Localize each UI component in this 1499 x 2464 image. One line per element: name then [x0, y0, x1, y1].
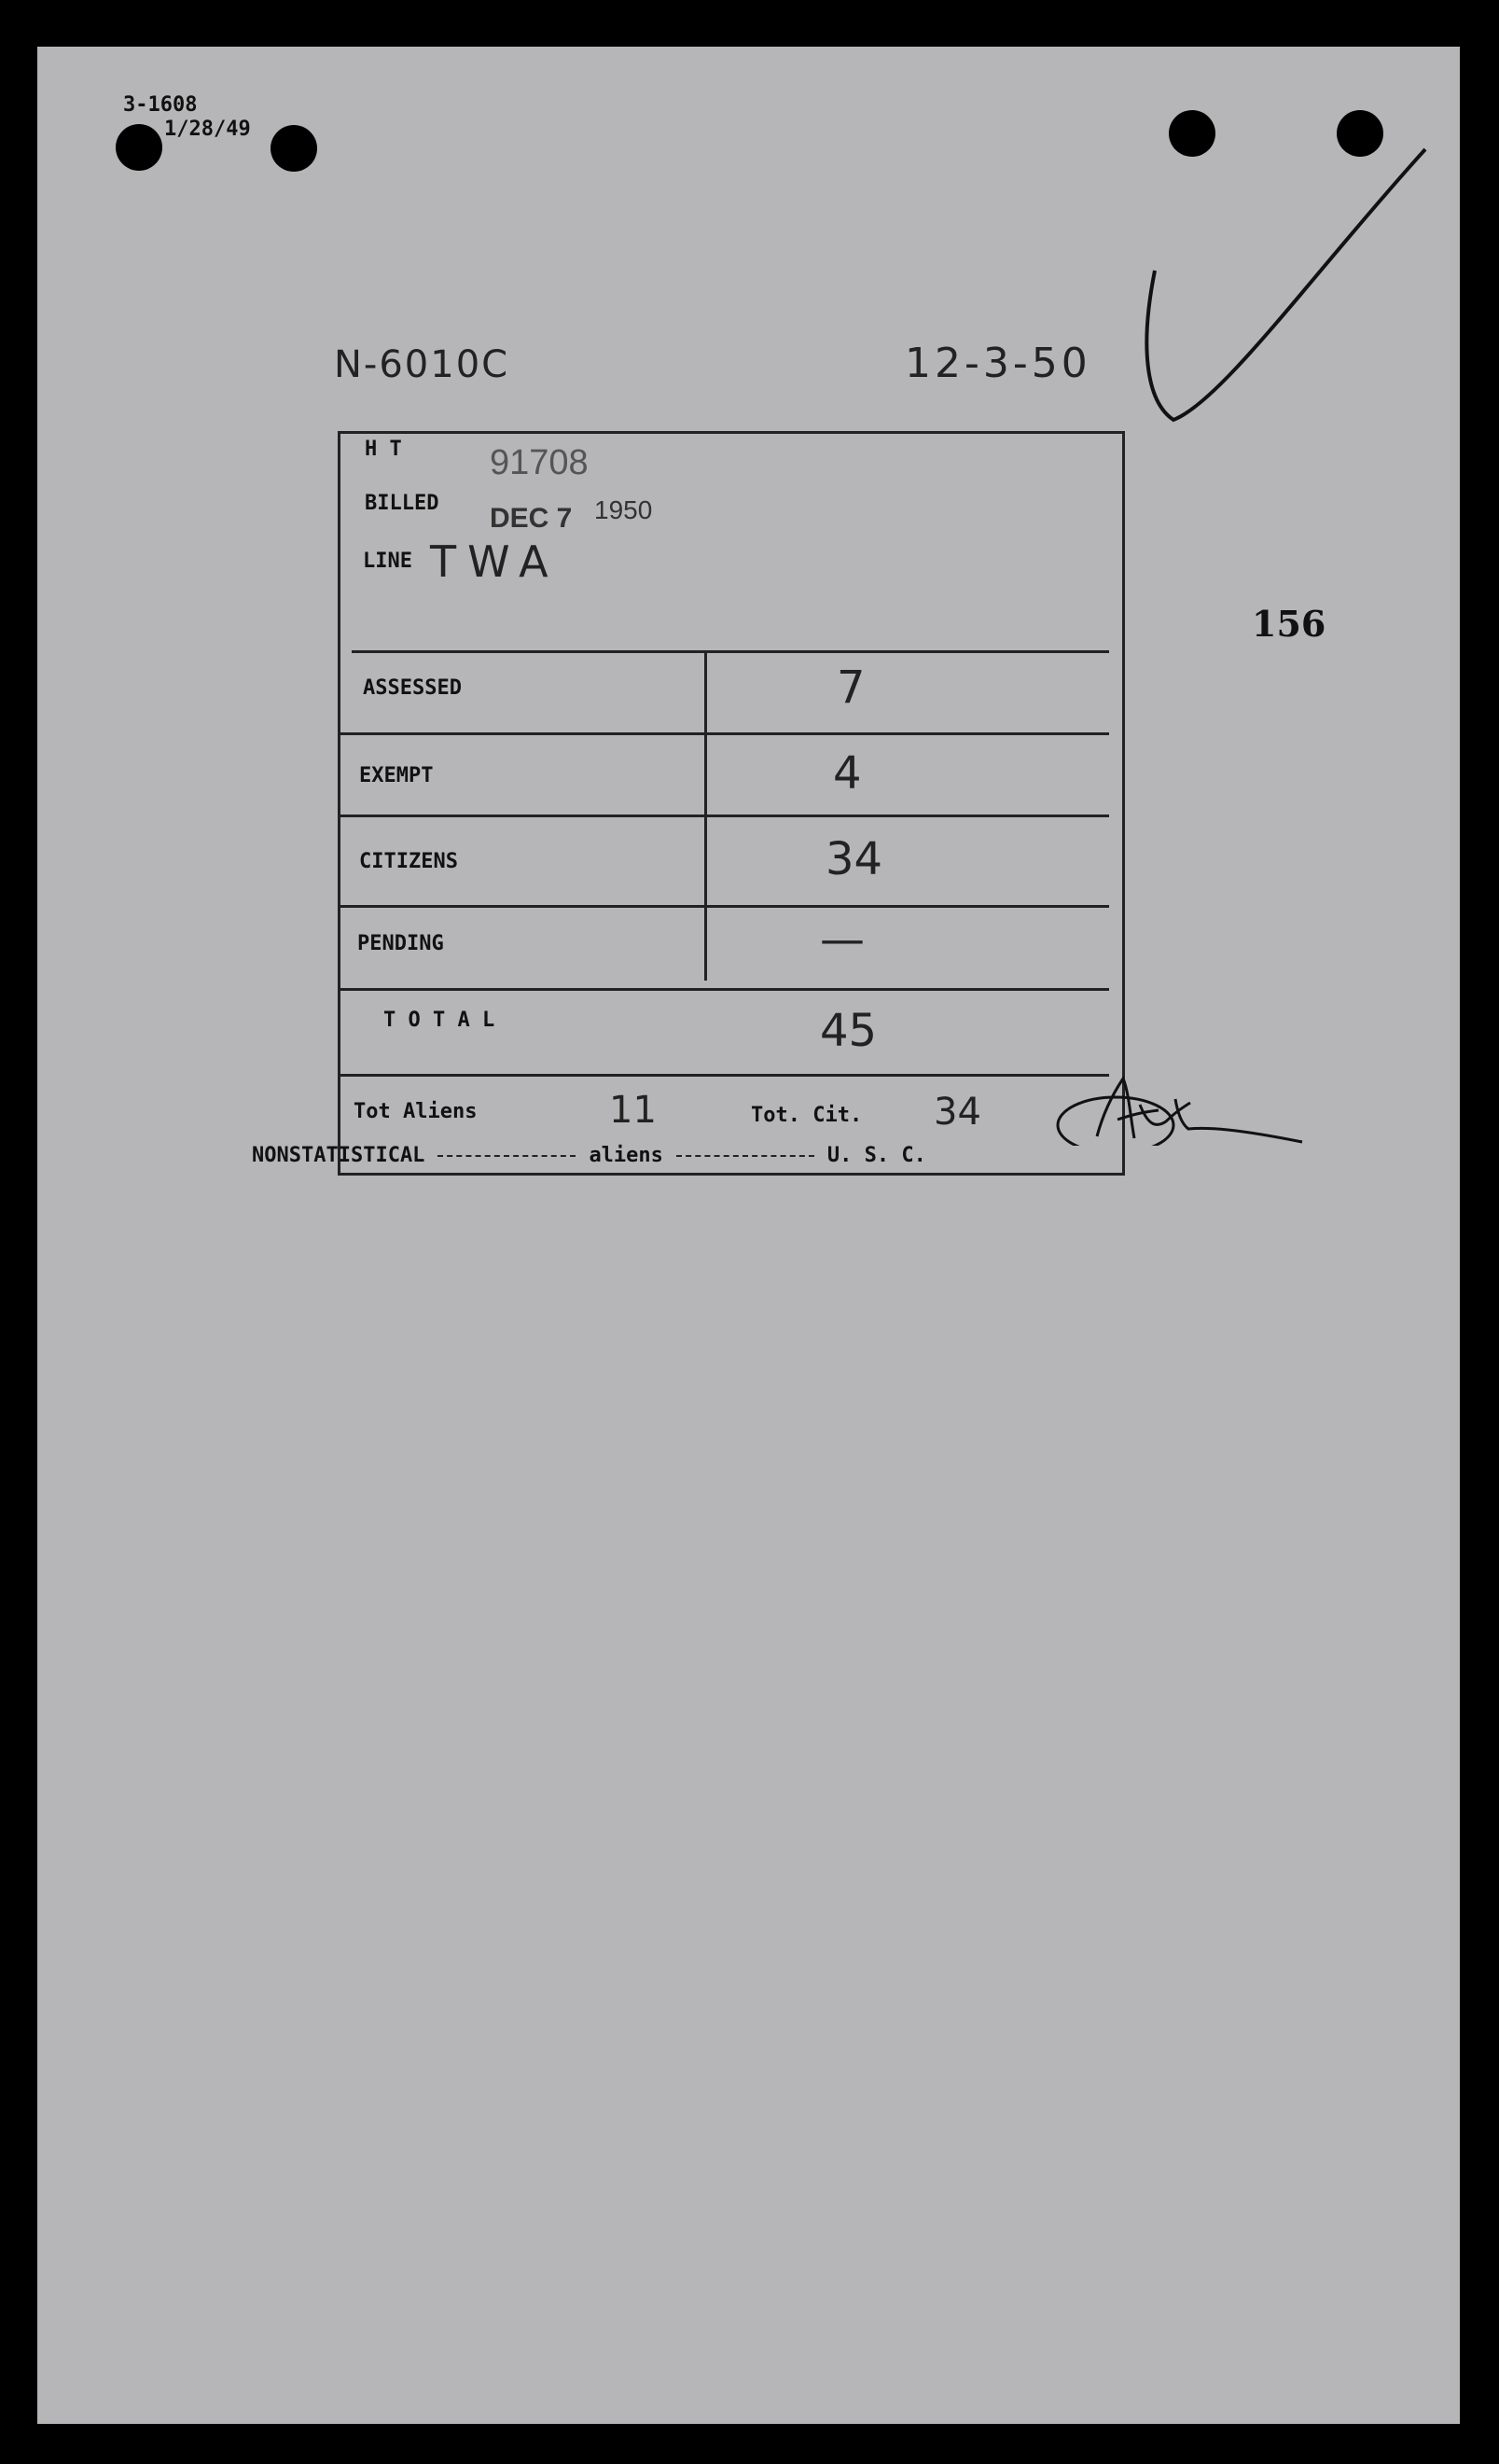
- tot-cit-value: 34: [934, 1091, 981, 1134]
- initials-signature: [1050, 1034, 1312, 1146]
- ht-label: H T: [365, 438, 402, 461]
- line-value: TWA: [430, 536, 560, 587]
- tot-aliens-value: 11: [609, 1089, 657, 1132]
- billed-year-stamp: 1950: [594, 495, 653, 524]
- nonstat-aliens-blank: [437, 1155, 576, 1157]
- divider: [340, 732, 1109, 735]
- tot-aliens-label: Tot Aliens: [354, 1100, 478, 1123]
- punch-hole: [116, 124, 162, 171]
- divider: [340, 988, 1109, 991]
- document-page: [37, 47, 1460, 2424]
- nonstat-aliens-label: aliens: [589, 1144, 663, 1167]
- tot-cit-label: Tot. Cit.: [751, 1104, 863, 1127]
- assessed-value: 7: [837, 661, 866, 714]
- check-mark-icon: [1138, 121, 1437, 513]
- citizens-label: CITIZENS: [359, 850, 458, 873]
- nonstat-usc-label: U. S. C.: [826, 1144, 926, 1167]
- divider: [340, 1074, 1109, 1077]
- total-label: T O T A L: [383, 1009, 495, 1032]
- nonstatistical-line: [252, 1144, 926, 1167]
- exempt-value: 4: [833, 747, 862, 800]
- exempt-label: EXEMPT: [359, 764, 434, 787]
- nonstat-label: NONSTATISTICAL: [252, 1144, 425, 1167]
- nonstat-usc-blank: [676, 1155, 814, 1157]
- line-label: LINE: [363, 550, 412, 573]
- statistics-form: [338, 431, 1125, 1176]
- divider: [352, 650, 1109, 653]
- form-code: 3-1608: [123, 93, 198, 117]
- billed-date-stamp: DEC 7: [490, 503, 573, 534]
- form-revision: 1/28/49: [164, 118, 251, 141]
- ht-value: 91708: [490, 443, 589, 482]
- handwritten-date: 12-3-50: [905, 340, 1091, 387]
- divider: [340, 905, 1109, 908]
- punch-hole: [271, 125, 317, 172]
- flight-number: N-6010C: [334, 343, 510, 386]
- total-value: 45: [820, 1005, 878, 1057]
- billed-label: BILLED: [365, 492, 439, 515]
- page-number: 156: [1252, 603, 1326, 645]
- pending-value: —: [820, 913, 865, 966]
- assessed-label: ASSESSED: [363, 676, 462, 700]
- citizens-value: 34: [826, 833, 883, 885]
- divider: [340, 814, 1109, 817]
- column-separator: [704, 652, 707, 981]
- pending-label: PENDING: [357, 932, 444, 955]
